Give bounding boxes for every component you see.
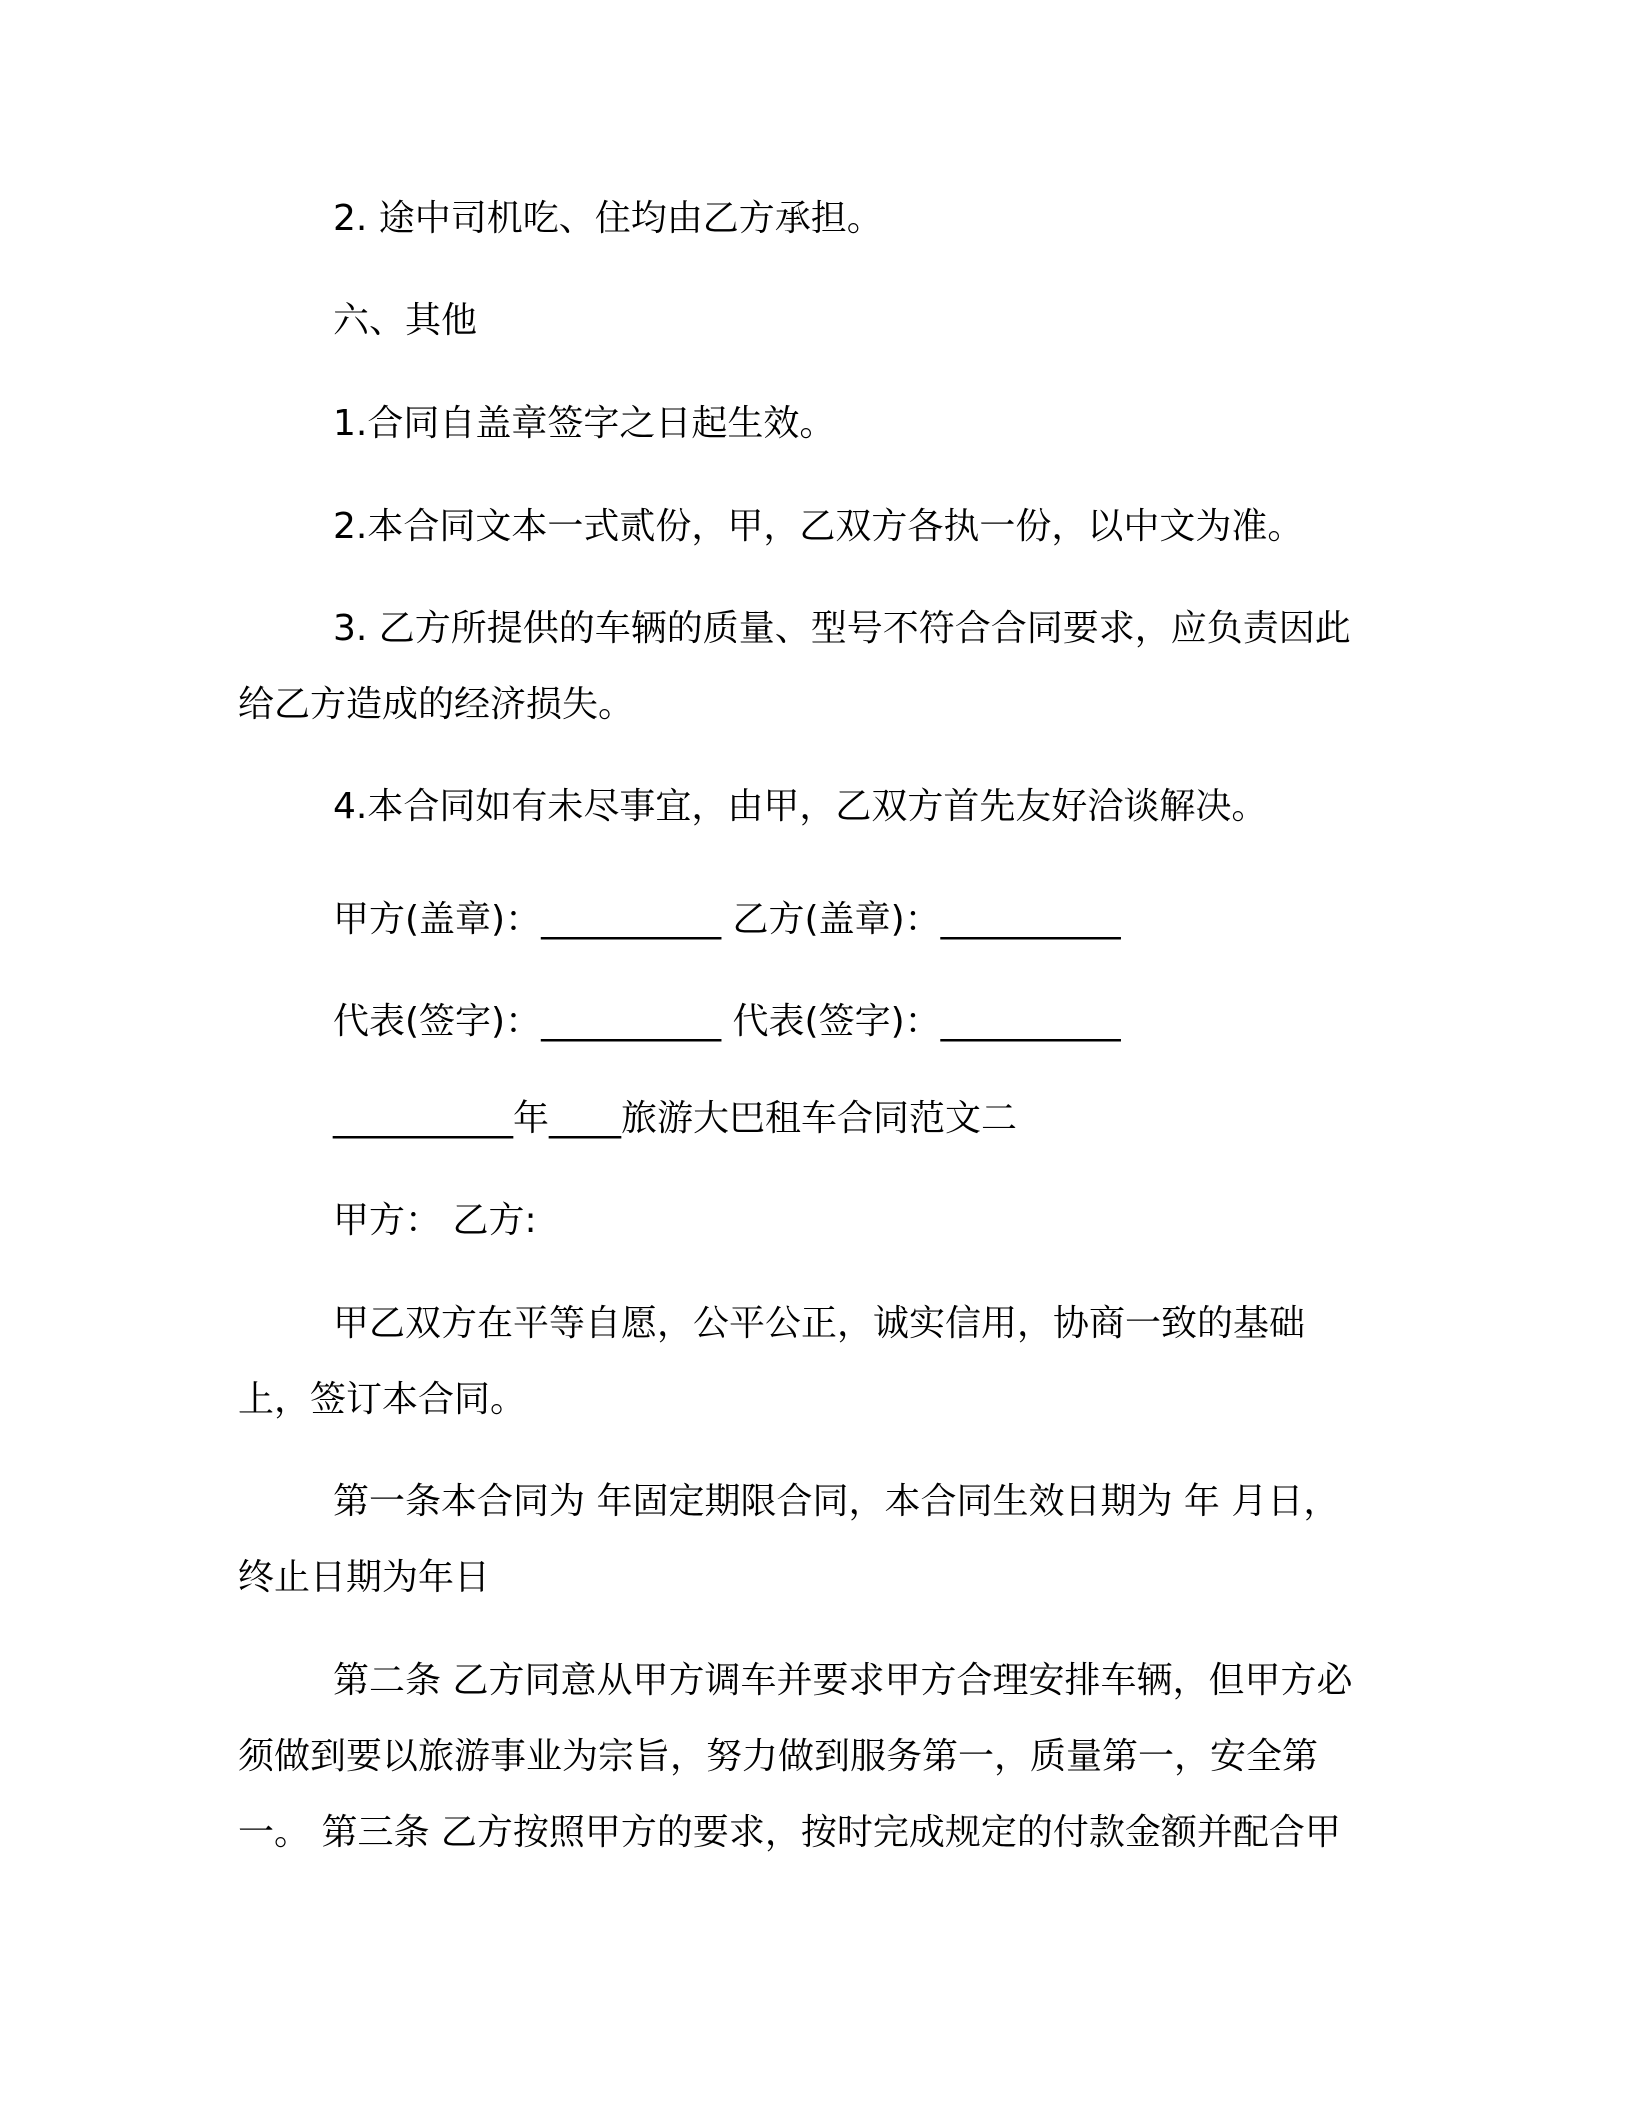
clause-6-2: 2.本合同文本一式贰份，甲，乙双方各执一份，以中文为准。 [333, 506, 1304, 547]
preamble-line-1: 甲乙双方在平等自愿，公平公正，诚实信用，协商一致的基础 [333, 1303, 1306, 1344]
clause-6-3-line-1: 3. 乙方所提供的车辆的质量、型号不符合合同要求，应负责因此 [333, 608, 1351, 649]
contract-two-title: __________年____旅游大巴租车合同范文二 [333, 1098, 1018, 1139]
article-2-line-1: 第二条 乙方同意从甲方调车并要求甲方合理安排车辆，但甲方必 [333, 1660, 1353, 1701]
representative-signature-line: 代表(签字)：__________ 代表(签字)：__________ [333, 1001, 1121, 1042]
clause-6-4: 4.本合同如有未尽事宜，由甲，乙双方首先友好洽谈解决。 [333, 786, 1268, 827]
article-1-line-2: 终止日期为年日 [238, 1557, 491, 1598]
clause-5-2: 2. 途中司机吃、住均由乙方承担。 [333, 198, 883, 239]
article-2-line-2: 须做到要以旅游事业为宗旨，努力做到服务第一，质量第一，安全第 [238, 1736, 1319, 1777]
parties-line: 甲方： 乙方: [333, 1200, 537, 1241]
party-seal-line: 甲方(盖章)：__________ 乙方(盖章)：__________ [333, 899, 1121, 940]
article-1-line-1: 第一条本合同为 年固定期限合同，本合同生效日期为 年 月日， [333, 1481, 1340, 1522]
section-6-heading: 六、其他 [333, 300, 478, 341]
clause-6-1: 1.合同自盖章签字之日起生效。 [333, 403, 836, 444]
article-3-line-1: 一。 第三条 乙方按照甲方的要求，按时完成规定的付款金额并配合甲 [238, 1812, 1341, 1853]
preamble-line-2: 上，签订本合同。 [238, 1379, 527, 1420]
clause-6-3-line-2: 给乙方造成的经济损失。 [238, 684, 635, 725]
